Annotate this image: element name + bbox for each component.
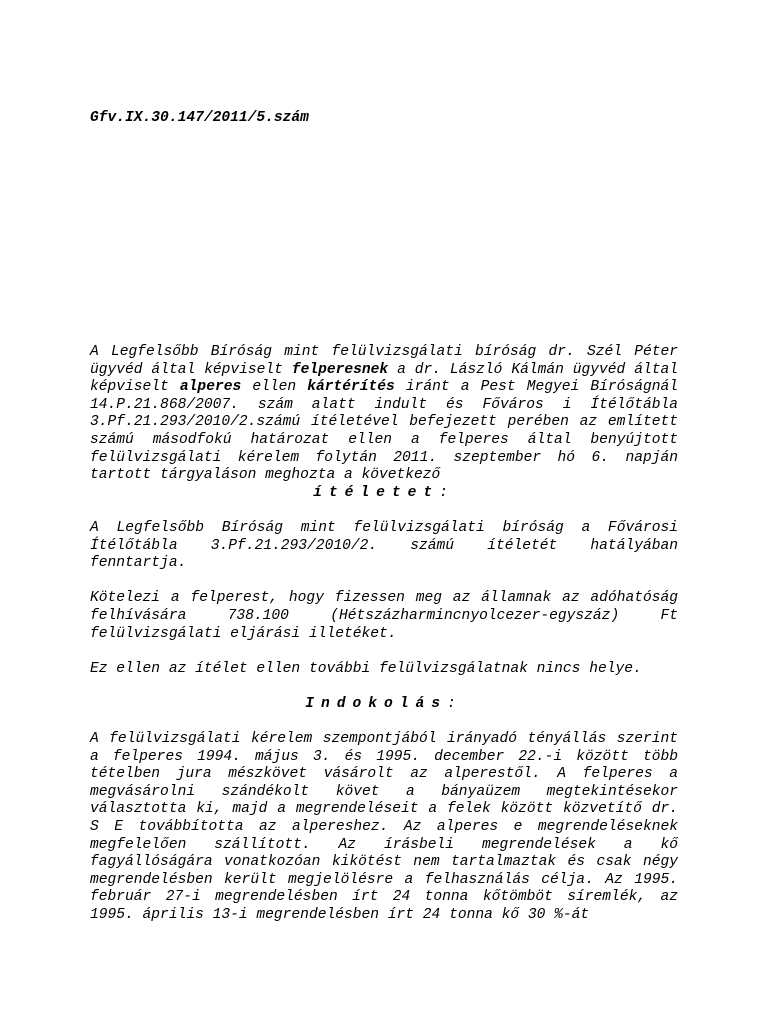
intro-text-1: A Legfelsőbb Bíróság mint felülvizsgálati bíróság dr. Szél Péter ügyvéd által képviselt bbox=[90, 344, 678, 378]
heading-itelet-colon: : bbox=[439, 484, 455, 501]
reasoning-paragraph: A felülvizsgálati kérelem szempontjából irányadó tényállás szerint a felperes 1994. május 3. és 1995. december 22.-i között több tételben jura mészkövet vásárolt az alperestől. A felperes a megvásárolni szándékolt követ a bányaüzem megtekintésekor választotta ki, majd a megrendeléseit a felek között közvetítő dr. S E továbbította az alpereshez. Az alperes e megrendeléseknek megfelelően szállított. Az írásbeli megrendelések a kő fagyállóságára vonatkozóan kikötést nem tartalmaztak és csak négy megrendelésben került megjelölésre a felhasználás célja. Az 1995. február 27-i megrendelésben írt 24 tonna kőtömböt síremlék, az 1995. április 13-i megrendelésben írt 24 tonna kő 30 %-át bbox=[90, 731, 678, 923]
fee-paragraph: Kötelezi a felperest, hogy fizessen meg az államnak az adóhatóság felhívására 738.100 (Hétszázharmincnyolcezer-egyszáz) Ft felülvizsgálati eljárási illetéket. bbox=[90, 590, 678, 642]
heading-itelet-text: ítéletet bbox=[313, 484, 440, 501]
heading-indokolas bbox=[90, 696, 678, 714]
ruling-paragraph: A Legfelsőbb Bíróság mint felülvizsgálati bíróság a Fővárosi Ítélőtábla 3.Pf.21.293/2010/2. számú ítéletét hatályában fenntartja. bbox=[90, 519, 678, 572]
case-number: Gfv.IX.30.147/2011/5.szám bbox=[90, 110, 309, 126]
felperesnek-term: felperesnek bbox=[291, 361, 389, 378]
intro-text-3: ellen bbox=[241, 379, 308, 396]
no-appeal-paragraph: Ez ellen az ítélet ellen további felülvizsgálatnak nincs helye. bbox=[90, 660, 642, 677]
heading-indokolas-text: Indokolás bbox=[305, 695, 448, 712]
intro-text-2: a dr. László Kálmán ügyvéd által képviselt bbox=[90, 361, 678, 396]
document-body bbox=[90, 344, 678, 925]
heading-itelet bbox=[90, 485, 678, 503]
heading-indokolas-colon: : bbox=[447, 695, 463, 712]
karterites-term: kártérítés bbox=[307, 379, 395, 396]
alperes-term: alperes bbox=[179, 379, 242, 396]
intro-paragraph bbox=[90, 344, 678, 485]
intro-text-4: iránt a Pest Megyei Bíróságnál 14.P.21.868/2007. szám alatt indult és Főváros i Ítélőtábla 3.Pf.21.293/2010/2.számú ítéletével befejezett perében az említett számú másodfokú határozat ellen a felperes által benyújtott felülvizsgálati kérelem folytán 2011. szeptember hó 6. napján tartott tárgyaláson meghozta a következő bbox=[90, 379, 678, 484]
